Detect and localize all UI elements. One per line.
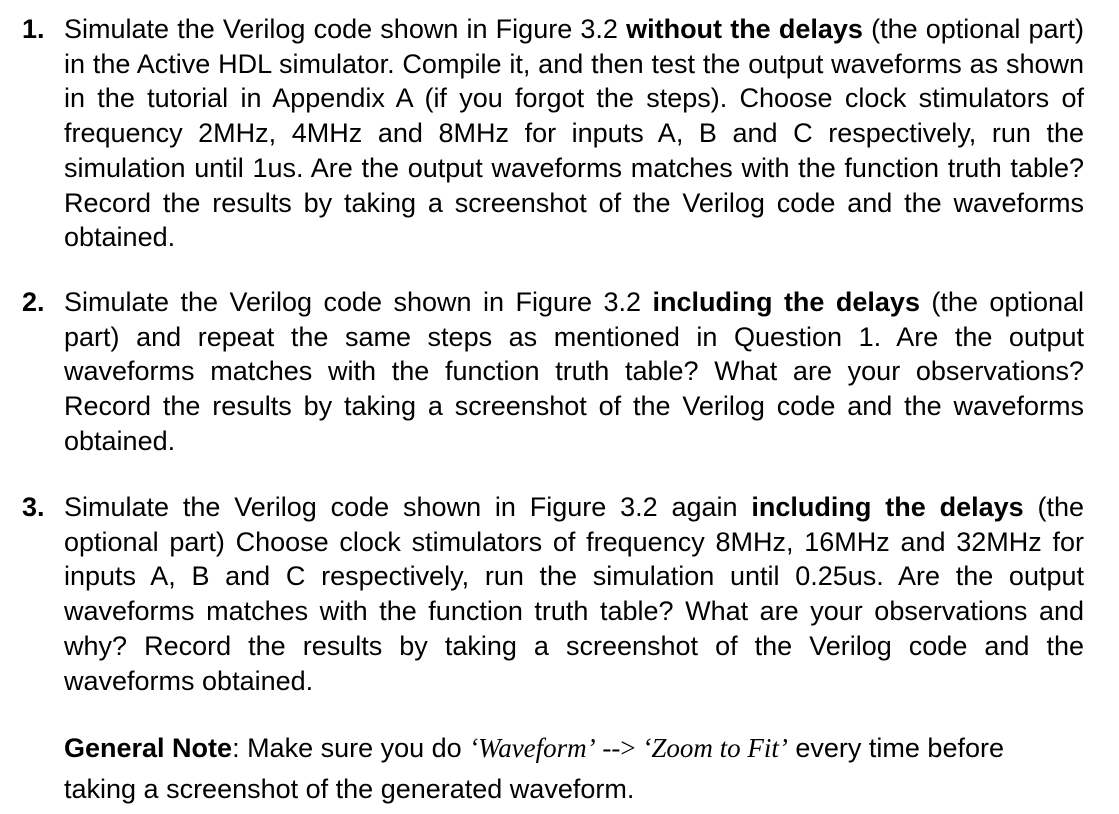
question-emphasis: without the delays [626,14,863,44]
question-body [64,490,1084,698]
note-label: General Note [64,733,233,763]
question-body [64,285,1084,459]
question-3 [22,490,1084,698]
question-number: 2. [22,287,45,317]
question-number: 1. [22,14,45,44]
question-text: Simulate the Verilog code shown in Figure 3.2 [64,287,653,317]
question-emphasis: including the delays [652,287,920,317]
note-arrow: --> [595,733,643,763]
note-text: every time before taking a screenshot of the generated waveform. [64,733,1004,804]
question-emphasis: including the delays [751,492,1024,522]
note-menu-name: ‘Waveform’ [469,733,596,763]
question-number: 3. [22,492,45,522]
question-text: (the optional part) and repeat the same steps as mentioned in Question 1. Are the output waveforms matches with the function truth table? What are your observations? Record the results by taking a screenshot of the Verilog code and the waveforms obtained. [64,287,1084,456]
question-text: (the optional part) in the Active HDL simulator. Compile it, and then test the output waveforms as shown in the tutorial in Appendix A (if you forgot the steps). Choose clock stimulators of frequency 2MHz, 4MHz and 8MHz for inputs A, B and C respectively, run the simulation until 1us. Are the output waveforms matches with the function truth table? Record the results by taking a screenshot of the Verilog code and the waveforms obtained. [64,14,1085,253]
note-menu-item: ‘Zoom to Fit’ [642,733,788,763]
question-body [64,12,1084,255]
note-text: : Make sure you do [232,733,470,763]
question-1 [22,12,1084,255]
general-note [64,728,1064,810]
question-2 [22,285,1084,459]
question-text: Simulate the Verilog code shown in Figure 3.2 again [64,492,752,522]
question-text: Simulate the Verilog code shown in Figure 3.2 [64,14,627,44]
question-text: (the optional part) Choose clock stimulators of frequency 8MHz, 16MHz and 32MHz for inputs A, B and C respectively, run the simulation until 0.25us. Are the output waveforms matches with the function truth table? What are your observations and why? Record the results by taking a screenshot of the Verilog code and the waveforms obtained. [64,492,1085,696]
